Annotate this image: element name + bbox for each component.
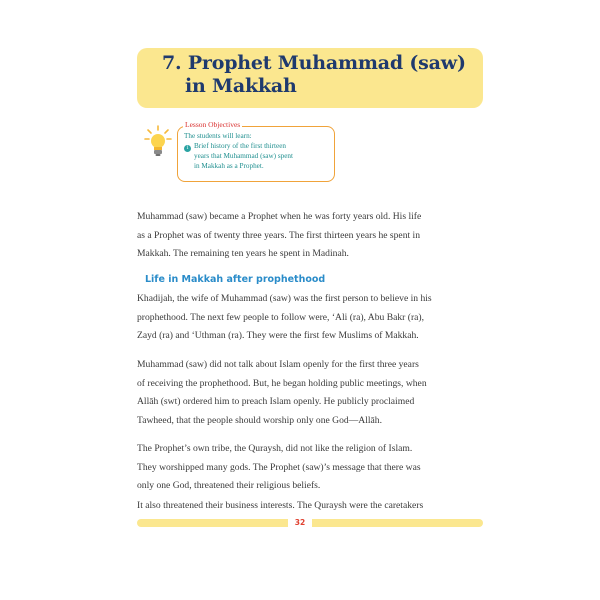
preaching-paragraph (137, 356, 483, 430)
text-line: Tawheed, that the people should worship only one God—Allāh. (137, 414, 382, 426)
numbered-bullet-icon: 1 (184, 145, 191, 152)
lightbulb-icon (143, 124, 173, 160)
text-line: Zayd (ra) and ‘Uthman (ra). They were the first few Muslims of Makkah. (137, 330, 419, 341)
lesson-objectives-lead: The students will learn: (184, 132, 252, 140)
text-line: Khadijah, the wife of Muhammad (saw) was the first person to believe in his (137, 293, 432, 304)
text-line: Muhammad (saw) became a Prophet when he was forty years old. His life (137, 211, 422, 222)
intro-paragraph (137, 208, 483, 264)
lesson-objectives-box (177, 120, 335, 182)
text-line: Muhammad (saw) did not talk about Islam openly for the first three years (137, 359, 419, 370)
text-line: Allāh (swt) ordered him to preach Islam openly. He publicly proclaimed (137, 396, 415, 407)
lesson-objective-line-3: in Makkah as a Prophet. (194, 161, 264, 170)
business-paragraph (137, 497, 483, 516)
text-line: They worshipped many gods. The Prophet (saw)’s message that there was (137, 461, 421, 473)
chapter-title (162, 52, 466, 98)
text-line: as a Prophet was of twenty three years. The first thirteen years he spent in (137, 229, 421, 241)
section-heading: Life in Makkah after prophethood (145, 274, 326, 285)
page-number: 32 (288, 516, 312, 530)
text-line: The Prophet’s own tribe, the Quraysh, did not like the religion of Islam. (137, 443, 413, 454)
lesson-objective-line-2: years that Muhammad (saw) spent (194, 152, 294, 160)
khadijah-paragraph (137, 290, 483, 346)
text-line: It also threatened their business interests. The Quraysh were the caretakers (137, 500, 424, 511)
quraysh-paragraph (137, 440, 483, 496)
lesson-objective-item (184, 142, 330, 171)
chapter-title-line-2: in Makkah (185, 75, 297, 97)
text-line: of receiving the prophethood. But, he began holding public meetings, when (137, 377, 427, 389)
text-line: prophethood. The next few people to follow were, ‘Ali (ra), Abu Bakr (ra), (137, 311, 425, 323)
lesson-objective-line-1: Brief history of the first thirteen (194, 142, 287, 150)
chapter-title-line-1: 7. Prophet Muhammad (saw) (162, 52, 466, 74)
text-line: only one God, threatened their religious beliefs. (137, 480, 321, 491)
lesson-objectives-heading: Lesson Objectives (185, 120, 241, 129)
text-line: Makkah. The remaining ten years he spent in Madinah. (137, 248, 349, 259)
